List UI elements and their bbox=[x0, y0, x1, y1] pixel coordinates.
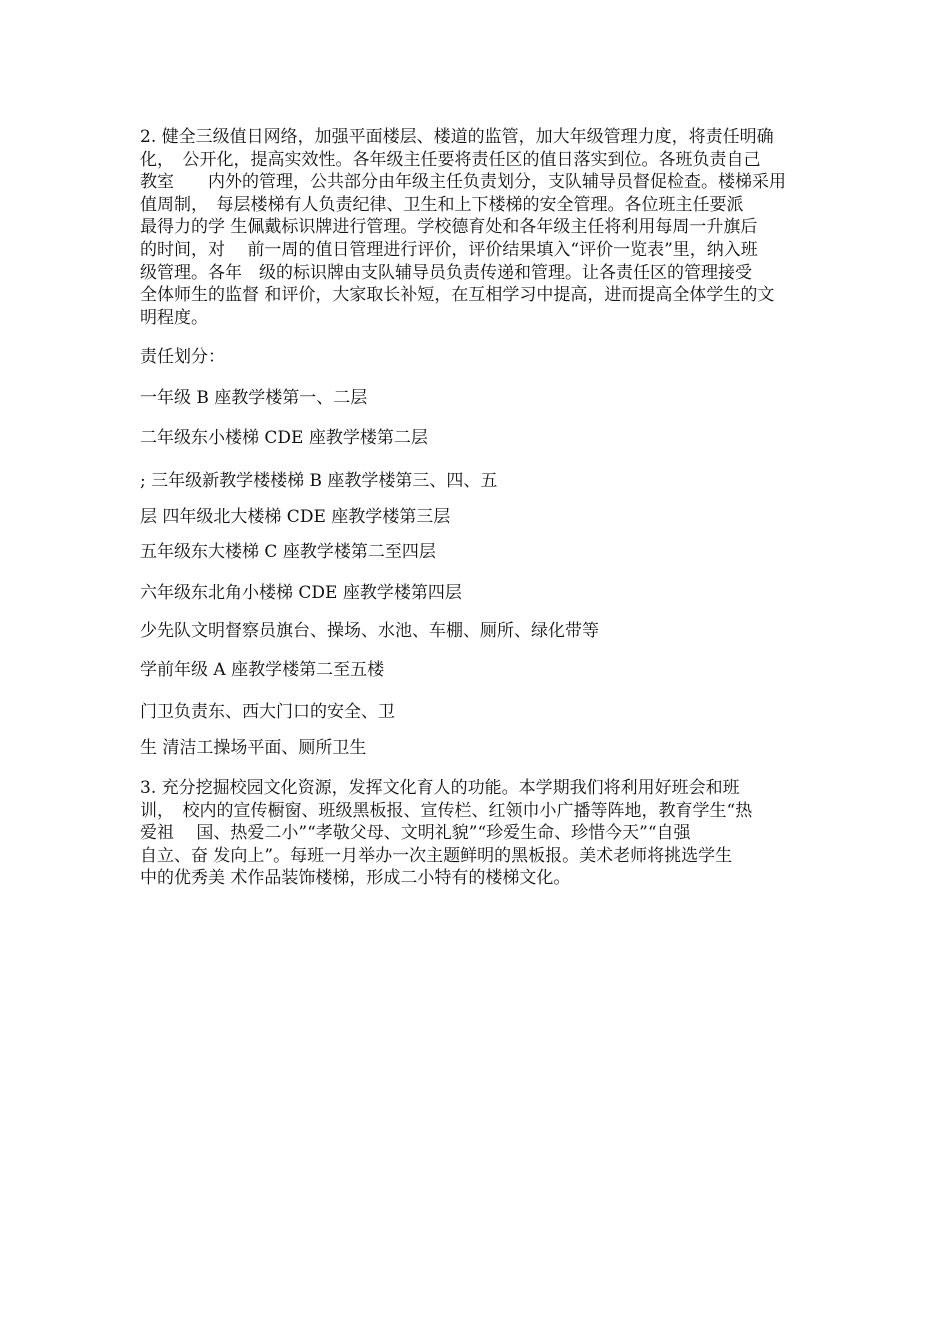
responsibility-item: 五年级东大楼梯 C 座教学楼第二至四层 bbox=[140, 542, 436, 562]
responsibility-item: 门卫负责东、西大门口的安全、卫 bbox=[140, 702, 395, 722]
paragraph-line: 自立、奋 发向上”。每班一月举办一次主题鲜明的黑板报。美术老师将挑选学生 bbox=[140, 845, 733, 866]
paragraph-line: 的时间，对 前一周的值日管理进行评价，评价结果填入“评价一览表”里，纳入班 bbox=[140, 239, 758, 260]
paragraph-line: 值周制， 每层楼梯有人负责纪律、卫生和上下楼梯的安全管理。各位班主任要派 bbox=[140, 194, 744, 215]
paragraph-line: 爱祖 国、热爱二小”“孝敬父母、文明礼貌”“珍爱生命、珍惜今天”“自强 bbox=[140, 823, 691, 844]
paragraph-line: 3. 充分挖掘校园文化资源，发挥文化育人的功能。本学期我们将利用好班会和班 bbox=[140, 778, 740, 798]
paragraph-line: 中的优秀美 术作品装饰楼梯，形成二小特有的楼梯文化。 bbox=[140, 868, 571, 889]
responsibility-item: ; 三年级新教学楼楼梯 B 座教学楼第三、四、五 bbox=[140, 471, 498, 491]
responsibility-item: 学前年级 A 座教学楼第二至五楼 bbox=[140, 660, 385, 680]
paragraph-line: 最得力的学 生佩戴标识牌进行管理。学校德育处和各年级主任将利用每周一升旗后 bbox=[140, 217, 758, 238]
responsibility-item: 一年级 B 座教学楼第一、二层 bbox=[140, 388, 368, 408]
responsibility-item: 层 四年级北大楼梯 CDE 座教学楼第三层 bbox=[140, 507, 451, 527]
paragraph-line: 明程度。 bbox=[140, 307, 208, 328]
responsibility-heading: 责任划分： bbox=[140, 347, 225, 367]
paragraph-line: 级管理。各年 级的标识牌由支队辅导员负责传递和管理。让各责任区的管理接受 bbox=[140, 262, 752, 283]
paragraph-line: 训， 校内的宣传橱窗、班级黑板报、宣传栏、红领巾小广播等阵地，教育学生“热 bbox=[140, 800, 753, 821]
responsibility-item: 六年级东北角小楼梯 CDE 座教学楼第四层 bbox=[140, 583, 462, 603]
paragraph-line: 教室 内外的管理，公共部分由年级主任负责划分，支队辅导员督促检查。楼梯采用 bbox=[140, 172, 786, 193]
paragraph-line: 全体师生的监督 和评价，大家取长补短，在互相学习中提高，进而提高全体学生的文 bbox=[140, 285, 775, 306]
responsibility-item: 少先队文明督察员旗台、操场、水池、车棚、厕所、绿化带等 bbox=[140, 621, 599, 641]
section-2-paragraph bbox=[140, 126, 810, 329]
responsibility-item: 生 清洁工操场平面、厕所卫生 bbox=[140, 738, 367, 758]
paragraph-line: 2. 健全三级值日网络，加强平面楼层、楼道的监管，加大年级管理力度，将责任明确 bbox=[140, 127, 774, 147]
responsibility-item: 二年级东小楼梯 CDE 座教学楼第二层 bbox=[140, 428, 428, 448]
section-3-paragraph bbox=[140, 777, 810, 890]
paragraph-line: 化， 公开化，提高实效性。各年级主任要将责任区的值日落实到位。各班负责自己 bbox=[140, 149, 761, 170]
